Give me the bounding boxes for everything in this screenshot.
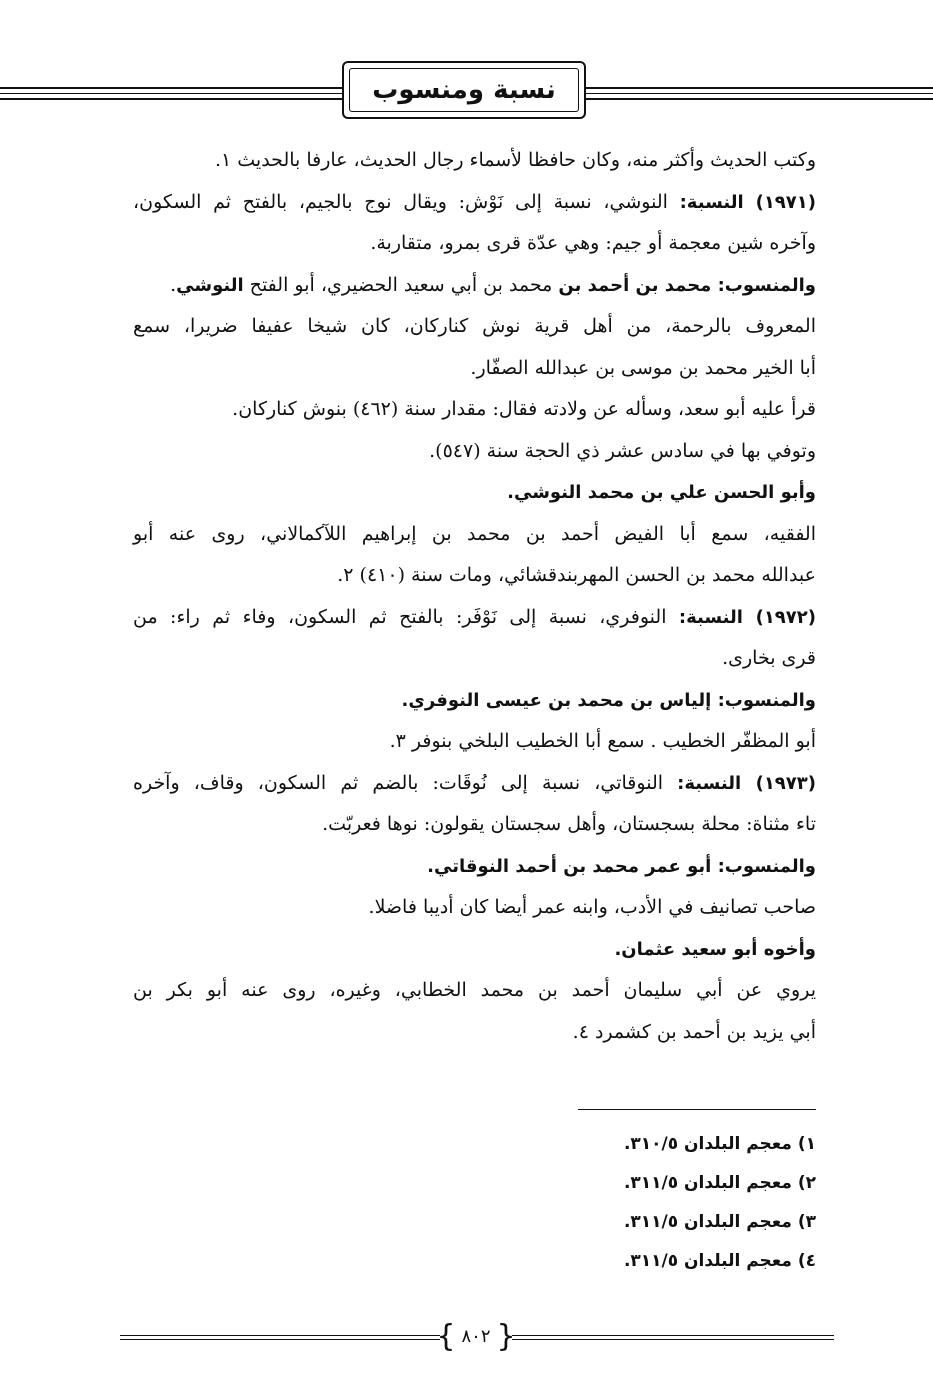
footnote-2: ٢) معجم البلدان ٣١١/٥. bbox=[623, 1173, 816, 1193]
body-text: أبا الخير محمد بن موسى بن عبدالله الصفّار. bbox=[470, 356, 816, 379]
page-number: ٨٠٢ bbox=[461, 1325, 491, 1347]
text-line bbox=[133, 597, 816, 639]
text-line bbox=[133, 680, 816, 722]
bold-text: (١٩٧٢) النسبة: bbox=[678, 606, 816, 628]
header-rule-right-mid bbox=[586, 93, 933, 94]
page-number-box bbox=[436, 1318, 516, 1354]
running-title: نسبة ومنسوب bbox=[349, 68, 579, 112]
body-text: النوقاتي، نسبة إلى نُوقَات: بالضم ثم السكون، وقاف، وآخره bbox=[133, 771, 678, 794]
body-text: محمد بن أبي سعيد الحضيري، أبو الفتح bbox=[243, 273, 559, 296]
text-line bbox=[133, 721, 816, 763]
body-text: تاء مثناة: محلة بسجستان، وأهل سجستان يقولون: نوها فعربّت. bbox=[322, 813, 816, 835]
bold-text: النوشي bbox=[176, 274, 244, 296]
footnote-separator bbox=[578, 1109, 816, 1110]
footnote-4: ٤) معجم البلدان ٣١١/٥. bbox=[623, 1251, 816, 1271]
body-text: وتوفي بها في سادس عشر ذي الحجة سنة (٥٤٧). bbox=[429, 439, 816, 462]
bold-text: وأبو الحسن علي بن محمد النوشي. bbox=[507, 482, 816, 503]
footer-rule-right bbox=[512, 1335, 834, 1336]
bracket-right-icon: } bbox=[496, 1318, 516, 1354]
body-text: النوفري، نسبة إلى نَوْفَر: بالفتح ثم السكون، وفاء ثم راء: من bbox=[133, 605, 679, 628]
text-line bbox=[133, 1012, 816, 1054]
header-rule-left-bottom bbox=[0, 98, 342, 100]
body-text: قرأ عليه أبو سعد، وسأله عن ولادته فقال: مقدار سنة (٤٦٢) بنوش كناركان. bbox=[232, 398, 816, 420]
body-text: أبو المظفّر الخطيب . سمع أبا الخطيب البلخي بنوفر ٣. bbox=[389, 730, 816, 752]
running-title-box bbox=[342, 61, 586, 119]
body-text: وآخره شين معجمة أو جيم: وهي عدّة قرى بمرو، متقاربة. bbox=[370, 232, 816, 254]
text-line bbox=[133, 431, 816, 473]
footnotes bbox=[500, 1125, 816, 1281]
footer-rule-right-2 bbox=[512, 1339, 834, 1340]
text-line bbox=[133, 887, 816, 929]
text-line bbox=[133, 306, 816, 348]
page-body bbox=[133, 140, 816, 1053]
footnote-3: ٣) معجم البلدان ٣١١/٥. bbox=[623, 1212, 816, 1232]
body-text: المعروف بالرحمة، من أهل قرية نوش كناركان، كان شيخا عفيفا ضريرا، سمع bbox=[133, 315, 816, 337]
body-text: النوشي، نسبة إلى نَوْش: ويقال نوج بالجيم، بالفتح ثم السكون، bbox=[133, 190, 680, 213]
text-line bbox=[133, 348, 816, 390]
text-line bbox=[133, 514, 816, 556]
body-text: أبي يزيد بن أحمد بن كشمرد ٤. bbox=[572, 1020, 816, 1043]
footer-rule-left bbox=[120, 1335, 440, 1336]
text-line bbox=[133, 182, 816, 224]
text-line bbox=[133, 846, 816, 888]
header-rule-left-top bbox=[0, 87, 342, 89]
text-line bbox=[133, 389, 816, 431]
bold-text: والمنسوب: أبو عمر محمد بن أحمد النوقاتي. bbox=[427, 855, 816, 877]
body-text: قرى بخارى. bbox=[722, 647, 816, 669]
body-text: عبدالله محمد بن الحسن المهربندقشائي، ومات سنة (٤١٠) ٢. bbox=[337, 564, 816, 586]
footer-rule-left-2 bbox=[120, 1339, 440, 1340]
text-line bbox=[133, 638, 816, 680]
header-rule-left-mid bbox=[0, 93, 342, 94]
body-text: . bbox=[170, 273, 177, 296]
body-text: صاحب تصانيف في الأدب، وابنه عمر أيضا كان أديبا فاضلا. bbox=[368, 896, 816, 918]
bold-text: وأخوه أبو سعيد عثمان. bbox=[614, 938, 816, 960]
text-line bbox=[133, 763, 816, 805]
text-line bbox=[133, 555, 816, 597]
text-line bbox=[133, 804, 816, 846]
text-line bbox=[133, 140, 816, 182]
header-rule-right-bottom bbox=[586, 98, 933, 100]
bold-text: (١٩٧٣) النسبة: bbox=[677, 772, 816, 794]
bracket-left-icon: { bbox=[436, 1318, 456, 1354]
footnote-1: ١) معجم البلدان ٣١٠/٥. bbox=[623, 1134, 816, 1154]
body-text: يروي عن أبي سليمان أحمد بن محمد الخطابي، وغيره، روى عنه أبو بكر بن bbox=[133, 979, 816, 1001]
header-rule-right-top bbox=[586, 87, 933, 89]
text-line bbox=[133, 223, 816, 265]
text-line bbox=[133, 472, 816, 514]
body-text: الفقيه، سمع أبا الفيض أحمد بن محمد بن إبراهيم اللآكمالاني، روى عنه أبو bbox=[133, 522, 816, 545]
text-line bbox=[133, 970, 816, 1012]
bold-text: (١٩٧١) النسبة: bbox=[679, 191, 816, 213]
text-line bbox=[133, 929, 816, 971]
bold-text: والمنسوب: إلياس بن محمد بن عيسى النوفري. bbox=[401, 689, 816, 711]
body-text: وكتب الحديث وأكثر منه، وكان حافظا لأسماء رجال الحديث، عارفا بالحديث ١. bbox=[214, 149, 816, 171]
bold-text: والمنسوب: محمد بن أحمد بن bbox=[558, 274, 816, 296]
text-line bbox=[133, 265, 816, 307]
